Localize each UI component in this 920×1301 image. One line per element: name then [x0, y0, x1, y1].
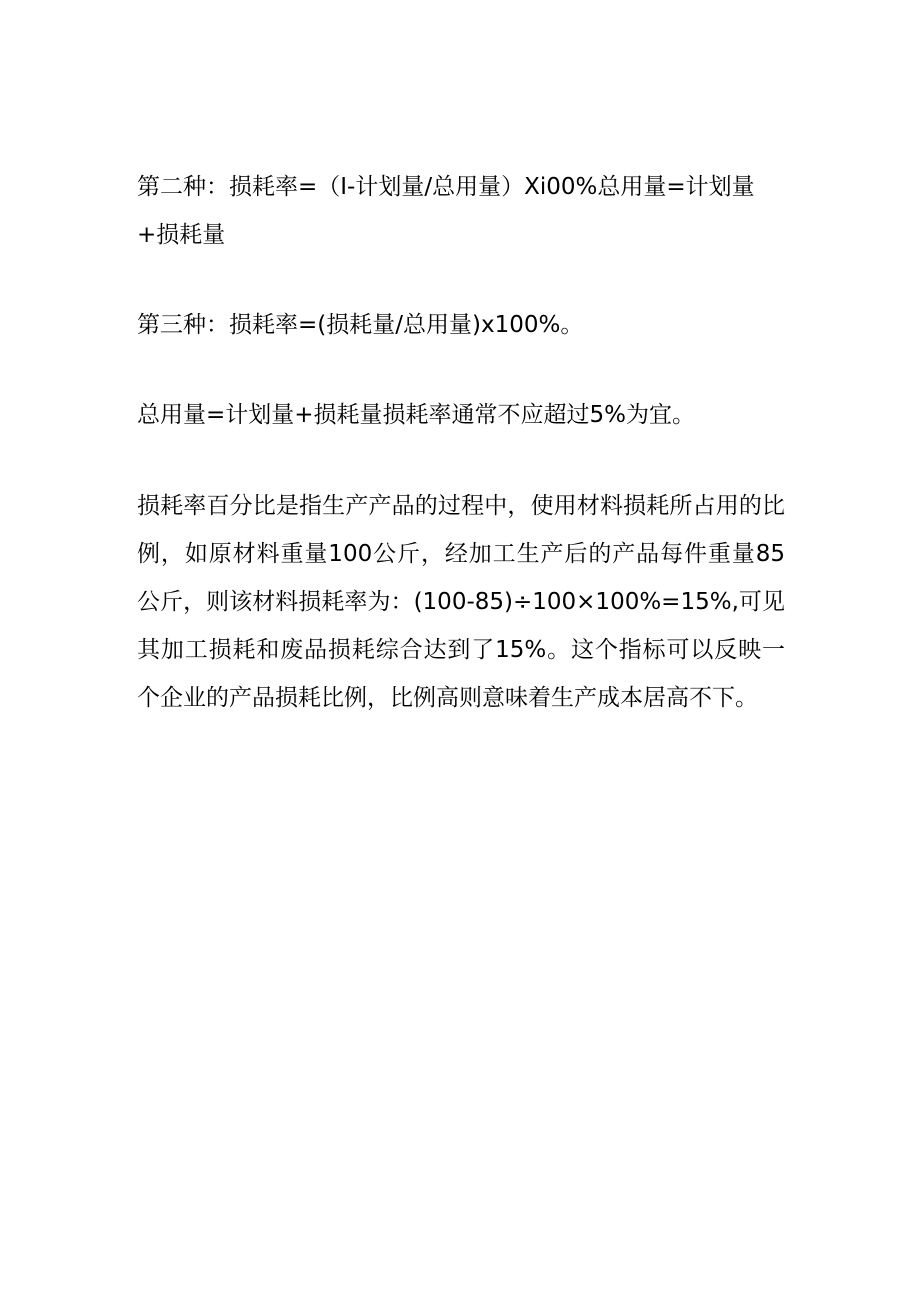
document-body — [137, 163, 785, 722]
paragraph-formula-second: 第二种：损耗率=（I-计划量/总用量）Xi00%总用量=计划量+损耗量 — [137, 174, 755, 248]
paragraph-formula-third: 第三种：损耗率=(损耗量/总用量)x100%。 — [137, 312, 584, 338]
paragraph-loss-rate-explanation: 损耗率百分比是指生产产品的过程中，使用材料损耗所占用的比例，如原材料重量100公斤，经加工生产后的产品每件重量85公斤，则该材料损耗率为：(100-85)÷100×100%=15%,可见其加工损耗和废品损耗综合达到了15%。这个指标可以反映一个企业的产品损耗比例，比例高则意味着生产成本居高不下。 — [137, 493, 785, 711]
paragraph-total-usage: 总用量=计划量+损耗量损耗率通常不应超过5%为宜。 — [137, 402, 696, 428]
